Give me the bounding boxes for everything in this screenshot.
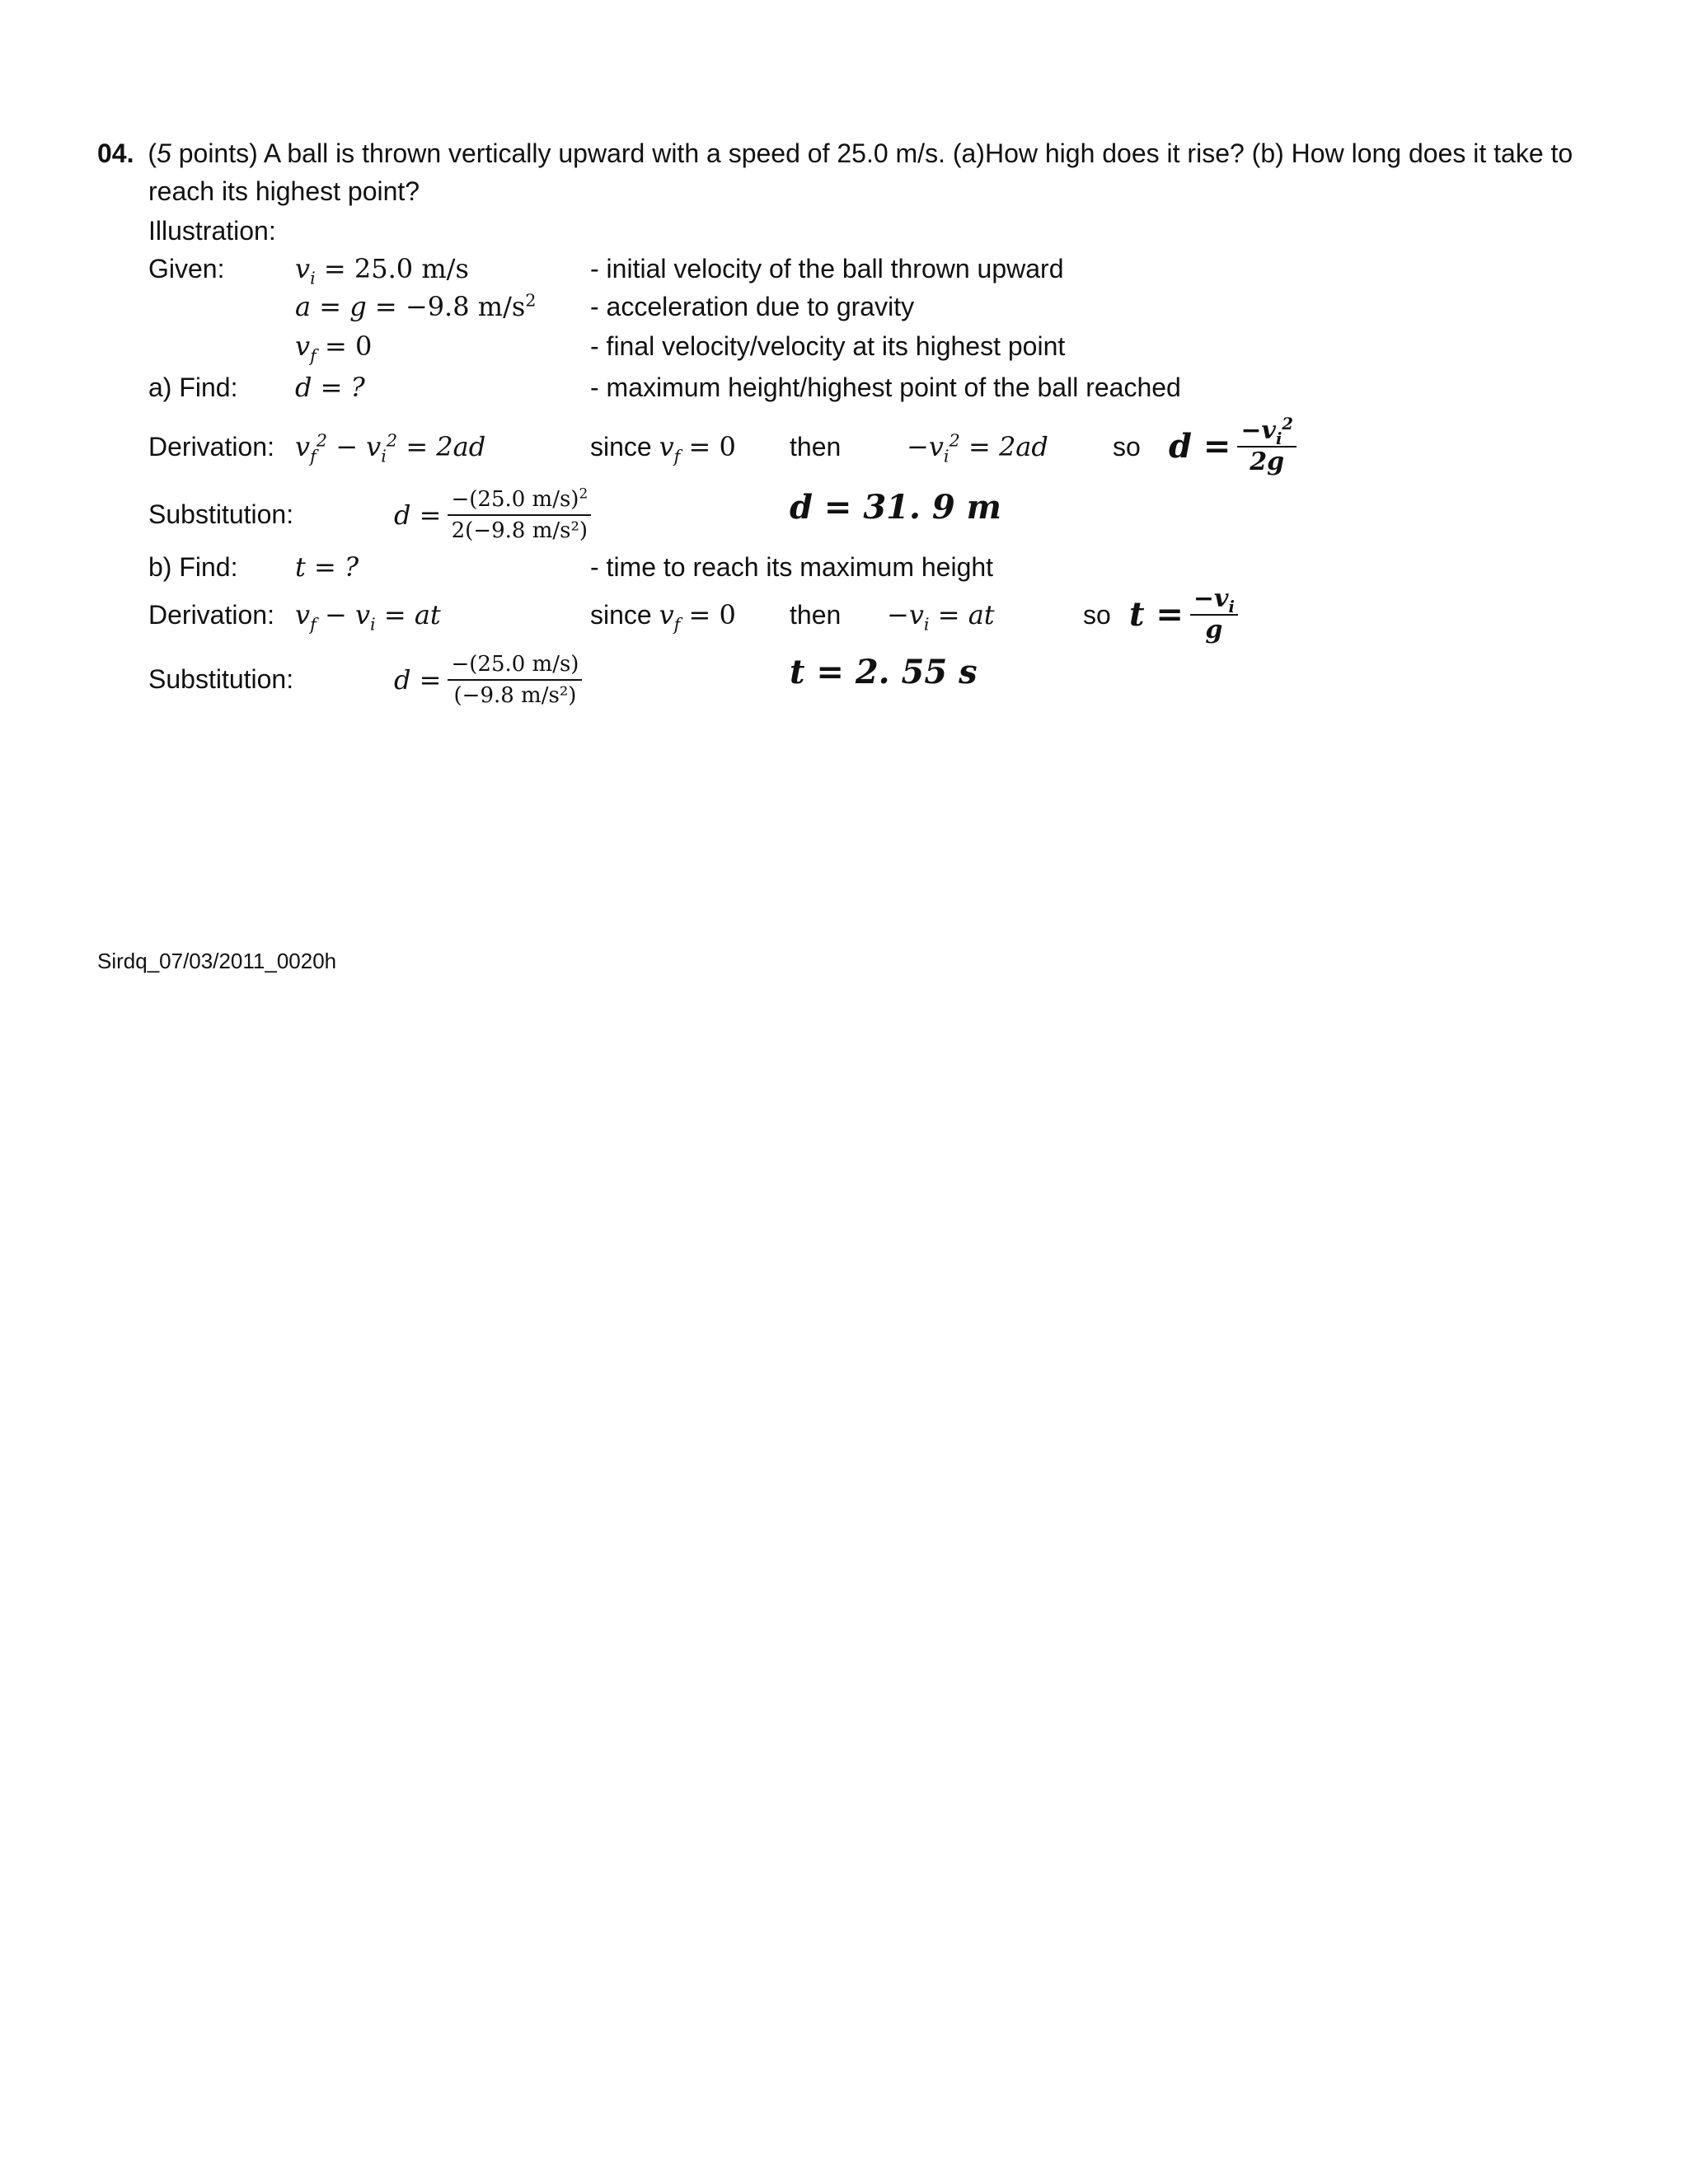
since-b: since $v_f = 0$	[590, 599, 736, 635]
desc-vi: - initial velocity of the ball thrown upward	[590, 254, 1064, 284]
then-b-label: then	[790, 600, 842, 630]
given-label: Given:	[148, 254, 225, 284]
substitution-b-formula: d = $\frac{-(25.0 m/s)}{\text{(−9.8 m/s²)}}$	[394, 643, 582, 717]
so-a-formula: d = $\frac{-v_i^2}{2g}$	[1169, 407, 1296, 486]
so-b-formula: t = $\frac{-v_i}{g}$	[1129, 577, 1238, 653]
result-b: t = 2. 55 s	[790, 653, 978, 691]
question-line-1: 04. (5 points) A ball is thrown vertically upward with a speed of 25.0 m/s. (a)How high does it rise? (b) How long does it take to	[97, 138, 1573, 168]
desc-vf: - final velocity/velocity at its highest point	[590, 331, 1066, 361]
desc-a: - acceleration due to gravity	[590, 292, 915, 321]
illustration-label: Illustration:	[148, 216, 276, 246]
then-b-equation: $-v_i$ = at	[887, 599, 995, 635]
given-vf: $v_f = 0$	[295, 330, 373, 366]
find-a-label: a) Find:	[148, 373, 238, 402]
then-a-equation: $-v_i^2 = 2ad$	[907, 430, 1048, 466]
question-text: points) A ball is thrown vertically upward with a speed of 25.0 m/s. (a)How high does it rise? (b) How long does it take to	[171, 138, 1573, 168]
then-a-label: then	[790, 432, 842, 462]
derivation-a-equation: $v_f^2 - v_i^2 = 2ad$	[295, 430, 486, 466]
question-points: 5	[157, 138, 171, 168]
question-number: 04.	[97, 138, 134, 168]
derivation-b-label: Derivation:	[148, 600, 274, 630]
find-b-value: t = ?	[295, 551, 359, 583]
given-acceleration: a = g = −9.8 $m/s^2$	[295, 290, 537, 322]
question-line-2: reach its highest point?	[148, 176, 420, 206]
footer-signature: Sirdq_07/03/2011_0020h	[97, 949, 337, 973]
substitution-a-formula: d = $\frac{-(25.0 m/s)^2}{\text{2(−9.8 m/s²)}}$	[394, 478, 591, 552]
given-vi: $v_i = 25.0$ m/s	[295, 253, 469, 288]
derivation-a-label: Derivation:	[148, 432, 274, 462]
substitution-a-label: Substitution:	[148, 499, 294, 529]
result-a: d = 31. 9 m	[790, 488, 1001, 527]
find-a-value: d = ?	[295, 372, 365, 403]
since-a: since $v_f = 0$	[590, 431, 736, 466]
desc-t: - time to reach its maximum height	[590, 552, 994, 582]
so-a-label: so	[1113, 432, 1141, 462]
find-b-label: b) Find:	[148, 552, 238, 582]
so-b-label: so	[1083, 600, 1111, 630]
derivation-b-equation: $v_f - v_i$ = at	[295, 599, 441, 635]
substitution-b-label: Substitution:	[148, 664, 294, 694]
desc-d: - maximum height/highest point of the ball reached	[590, 373, 1181, 402]
